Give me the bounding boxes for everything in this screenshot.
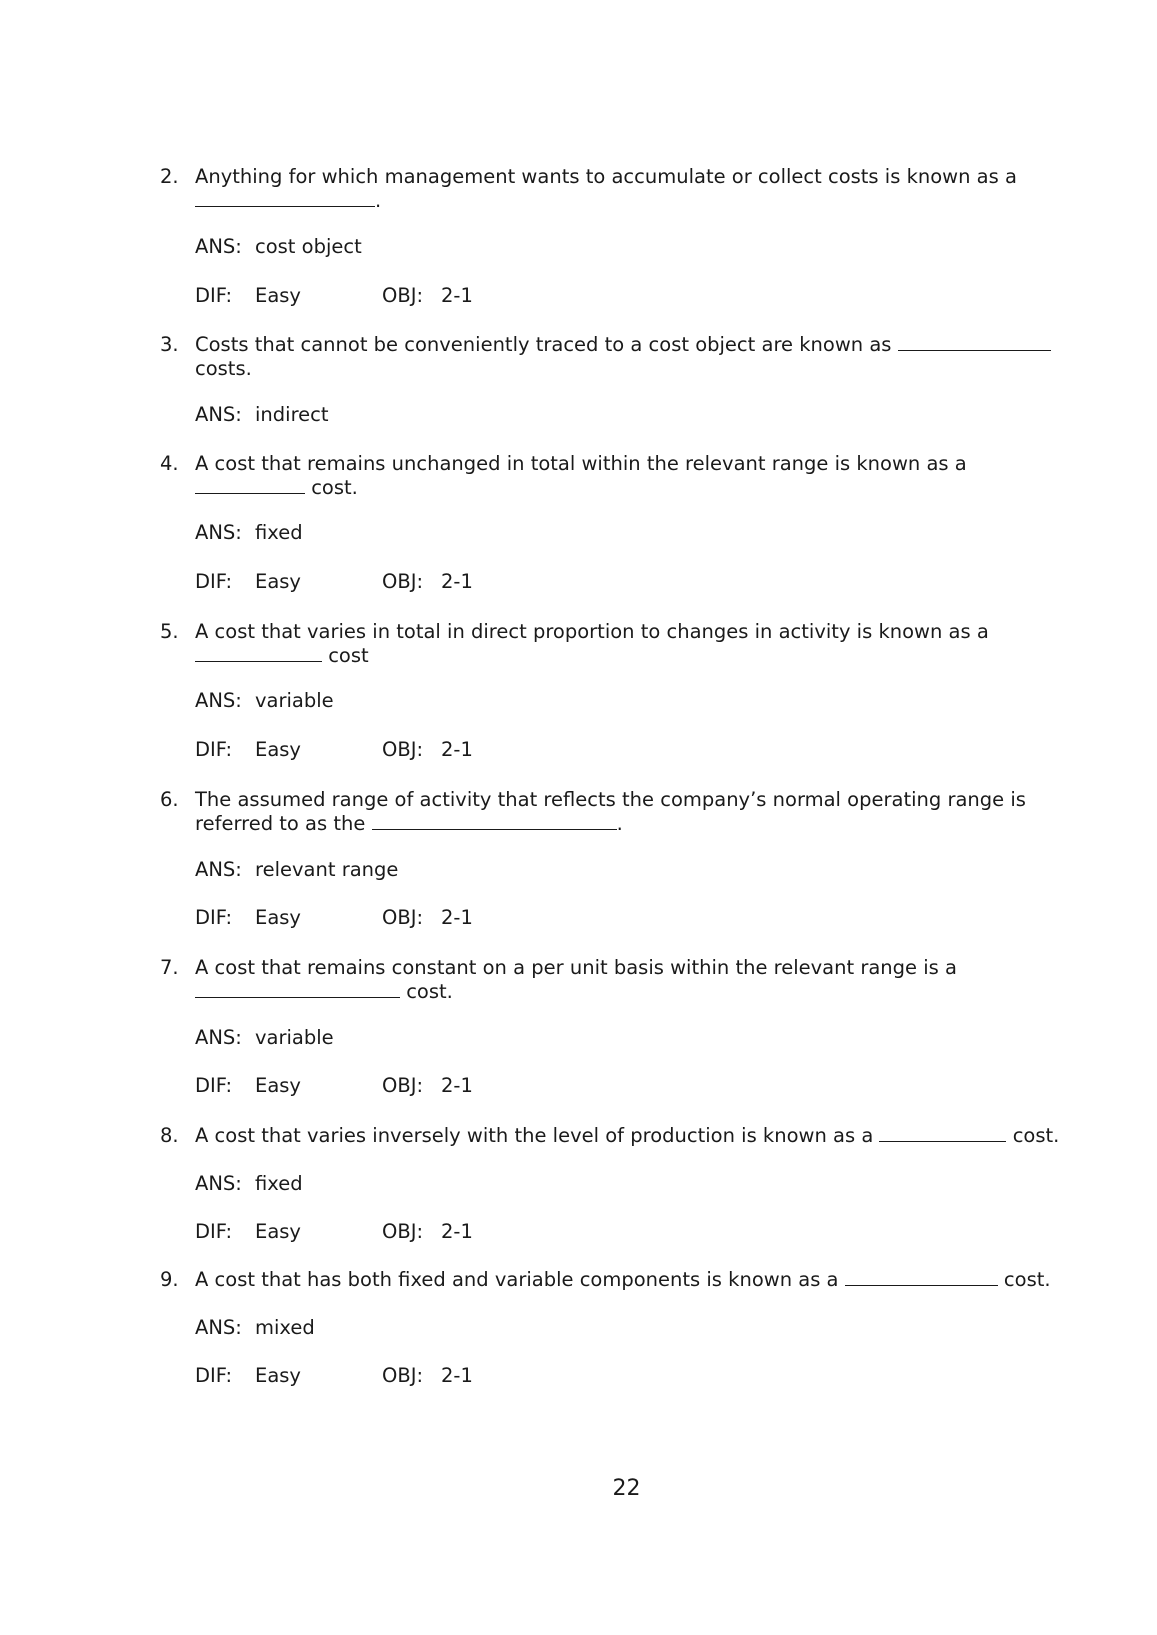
ans-value: fixed: [255, 1172, 303, 1195]
question-text-line2: referred to as the .: [195, 812, 623, 835]
obj-label: OBJ:: [382, 1364, 424, 1387]
dif-label: DIF:: [195, 1220, 233, 1243]
question-number: 5.: [160, 620, 179, 643]
obj-label: OBJ:: [382, 570, 424, 593]
dif-value: Easy: [255, 906, 301, 929]
question-number: 6.: [160, 788, 179, 811]
obj-value: 2-1: [441, 1074, 473, 1097]
ans-value: variable: [255, 689, 334, 712]
question-text: A cost that varies inversely with the level of production is known as a cost.: [195, 1124, 1060, 1147]
dif-value: Easy: [255, 1220, 301, 1243]
question-number: 8.: [160, 1124, 179, 1147]
question-text: Anything for which management wants to accumulate or collect costs is known as a: [195, 165, 1017, 188]
ans-value: cost object: [255, 235, 362, 258]
ans-label: ANS:: [195, 689, 242, 712]
ans-label: ANS:: [195, 1316, 242, 1339]
ans-value: indirect: [255, 403, 329, 426]
dif-label: DIF:: [195, 284, 233, 307]
dif-value: Easy: [255, 284, 301, 307]
ans-label: ANS:: [195, 403, 242, 426]
answer-blank: [879, 1124, 1006, 1142]
question-text: A cost that has both fixed and variable components is known as a cost.: [195, 1268, 1051, 1291]
answer-blank: [898, 333, 1051, 351]
obj-label: OBJ:: [382, 906, 424, 929]
question-text: A cost that varies in total in direct proportion to changes in activity is known as a: [195, 620, 989, 643]
question-text-line2: cost.: [195, 980, 1055, 1004]
question-text: A cost that remains unchanged in total within the relevant range is known as a: [195, 452, 967, 475]
question-text-line2: cost.: [195, 476, 1055, 500]
dif-label: DIF:: [195, 1074, 233, 1097]
question-text: Costs that cannot be conveniently traced to a cost object are known as: [195, 333, 1055, 357]
answer-blank: [845, 1268, 998, 1286]
ans-value: variable: [255, 1026, 334, 1049]
obj-value: 2-1: [441, 738, 473, 761]
obj-label: OBJ:: [382, 284, 424, 307]
dif-value: Easy: [255, 1074, 301, 1097]
ans-value: relevant range: [255, 858, 399, 881]
dif-label: DIF:: [195, 738, 233, 761]
question-number: 2.: [160, 165, 179, 188]
dif-value: Easy: [255, 570, 301, 593]
question-number: 7.: [160, 956, 179, 979]
ans-label: ANS:: [195, 521, 242, 544]
obj-value: 2-1: [441, 906, 473, 929]
ans-label: ANS:: [195, 1026, 242, 1049]
dif-label: DIF:: [195, 906, 233, 929]
question-number: 4.: [160, 452, 179, 475]
question-text: A cost that remains constant on a per unit basis within the relevant range is a: [195, 956, 957, 979]
obj-label: OBJ:: [382, 1074, 424, 1097]
obj-value: 2-1: [441, 1220, 473, 1243]
dif-label: DIF:: [195, 1364, 233, 1387]
page-number: 22: [612, 1476, 641, 1501]
question-text-line2: cost: [195, 644, 1055, 668]
question-number: 3.: [160, 333, 179, 356]
dif-value: Easy: [255, 738, 301, 761]
obj-label: OBJ:: [382, 1220, 424, 1243]
ans-value: mixed: [255, 1316, 315, 1339]
question-number: 9.: [160, 1268, 179, 1291]
obj-value: 2-1: [441, 284, 473, 307]
dif-label: DIF:: [195, 570, 233, 593]
obj-label: OBJ:: [382, 738, 424, 761]
question-text-line2: costs.: [195, 357, 252, 380]
answer-blank: [195, 476, 305, 494]
obj-value: 2-1: [441, 570, 473, 593]
ans-label: ANS:: [195, 235, 242, 258]
answer-blank: [372, 812, 617, 830]
ans-value: fixed: [255, 521, 303, 544]
question-text-line2: .: [195, 189, 1055, 213]
ans-label: ANS:: [195, 858, 242, 881]
ans-label: ANS:: [195, 1172, 242, 1195]
obj-value: 2-1: [441, 1364, 473, 1387]
answer-blank: [195, 189, 375, 207]
answer-blank: [195, 644, 322, 662]
answer-blank: [195, 980, 400, 998]
question-text: The assumed range of activity that reflects the company’s normal operating range is: [195, 788, 1026, 811]
dif-value: Easy: [255, 1364, 301, 1387]
